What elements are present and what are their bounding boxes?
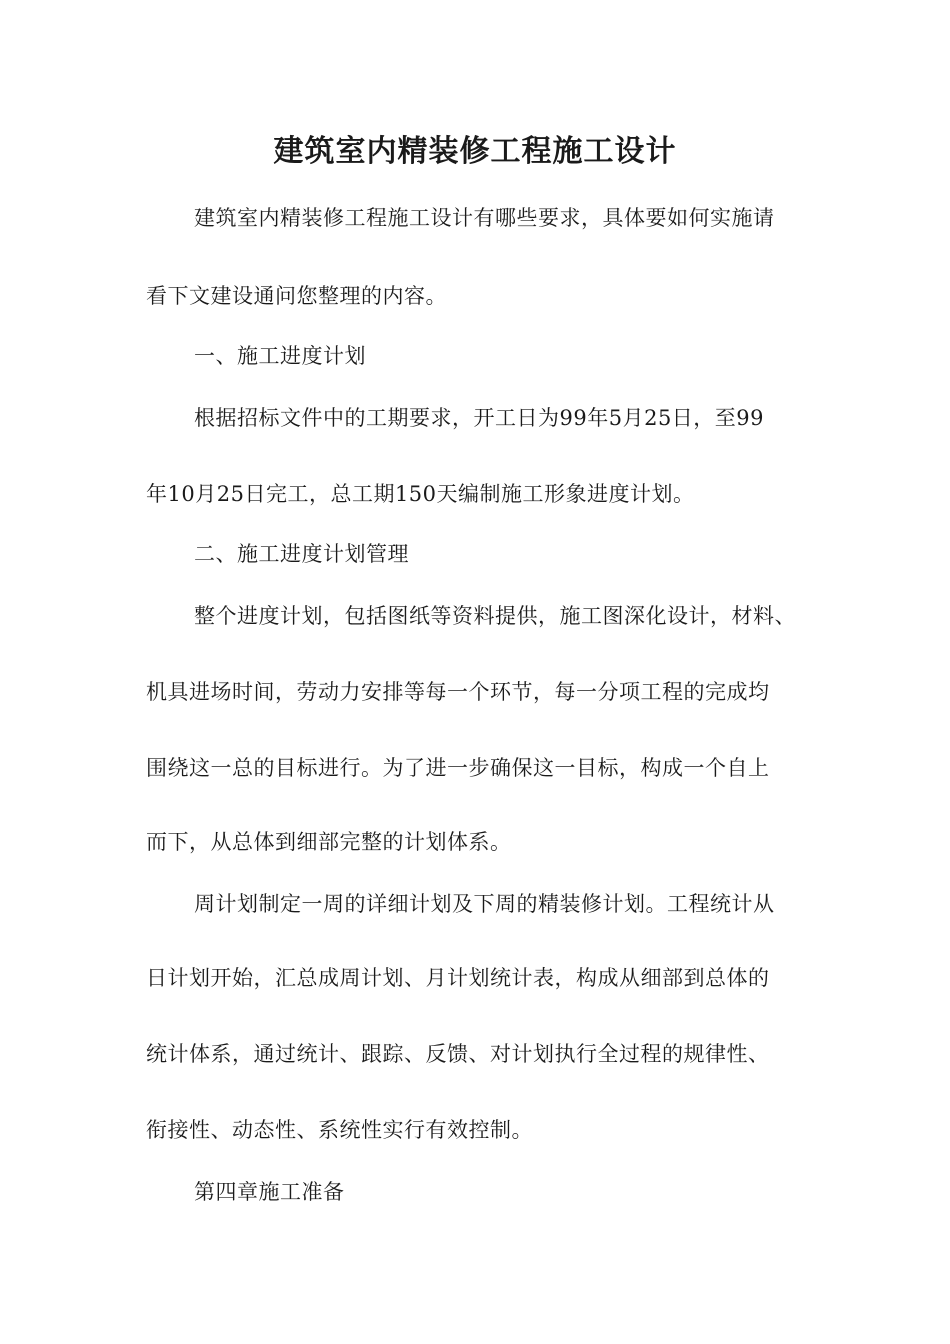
document-title: 建筑室内精装修工程施工设计	[273, 134, 677, 169]
paragraph-intro-line-2: 看下文建设通问您整理的内容。	[146, 284, 447, 308]
paragraph-weekly-line-2: 日计划开始，汇总成周计划、月计划统计表，构成从细部到总体的	[146, 966, 770, 990]
chapter-heading-preparation: 第四章施工准备	[194, 1180, 345, 1204]
paragraph-schedule-line-1: 根据招标文件中的工期要求，开工日为99年5月25日，至99	[194, 406, 765, 430]
paragraph-management-line-3: 围绕这一总的目标进行。为了进一步确保这一目标，构成一个自上	[146, 756, 770, 780]
paragraph-weekly-line-4: 衔接性、动态性、系统性实行有效控制。	[146, 1118, 533, 1142]
paragraph-management-line-4: 而下，从总体到细部完整的计划体系。	[146, 830, 512, 854]
paragraph-schedule-line-2: 年10月25日完工，总工期150天编制施工形象进度计划。	[146, 482, 695, 506]
paragraph-intro-line-1: 建筑室内精装修工程施工设计有哪些要求，具体要如何实施请	[194, 206, 775, 230]
paragraph-management-line-2: 机具进场时间，劳动力安排等每一个环节，每一分项工程的完成均	[146, 680, 770, 704]
section-heading-schedule-management: 二、施工进度计划管理	[194, 542, 409, 566]
paragraph-management-line-1: 整个进度计划，包括图纸等资料提供，施工图深化设计，材料、	[194, 604, 796, 628]
section-heading-schedule: 一、施工进度计划	[194, 344, 366, 368]
paragraph-weekly-line-1: 周计划制定一周的详细计划及下周的精装修计划。工程统计从	[194, 892, 775, 916]
paragraph-weekly-line-3: 统计体系，通过统计、跟踪、反馈、对计划执行全过程的规律性、	[146, 1042, 770, 1066]
